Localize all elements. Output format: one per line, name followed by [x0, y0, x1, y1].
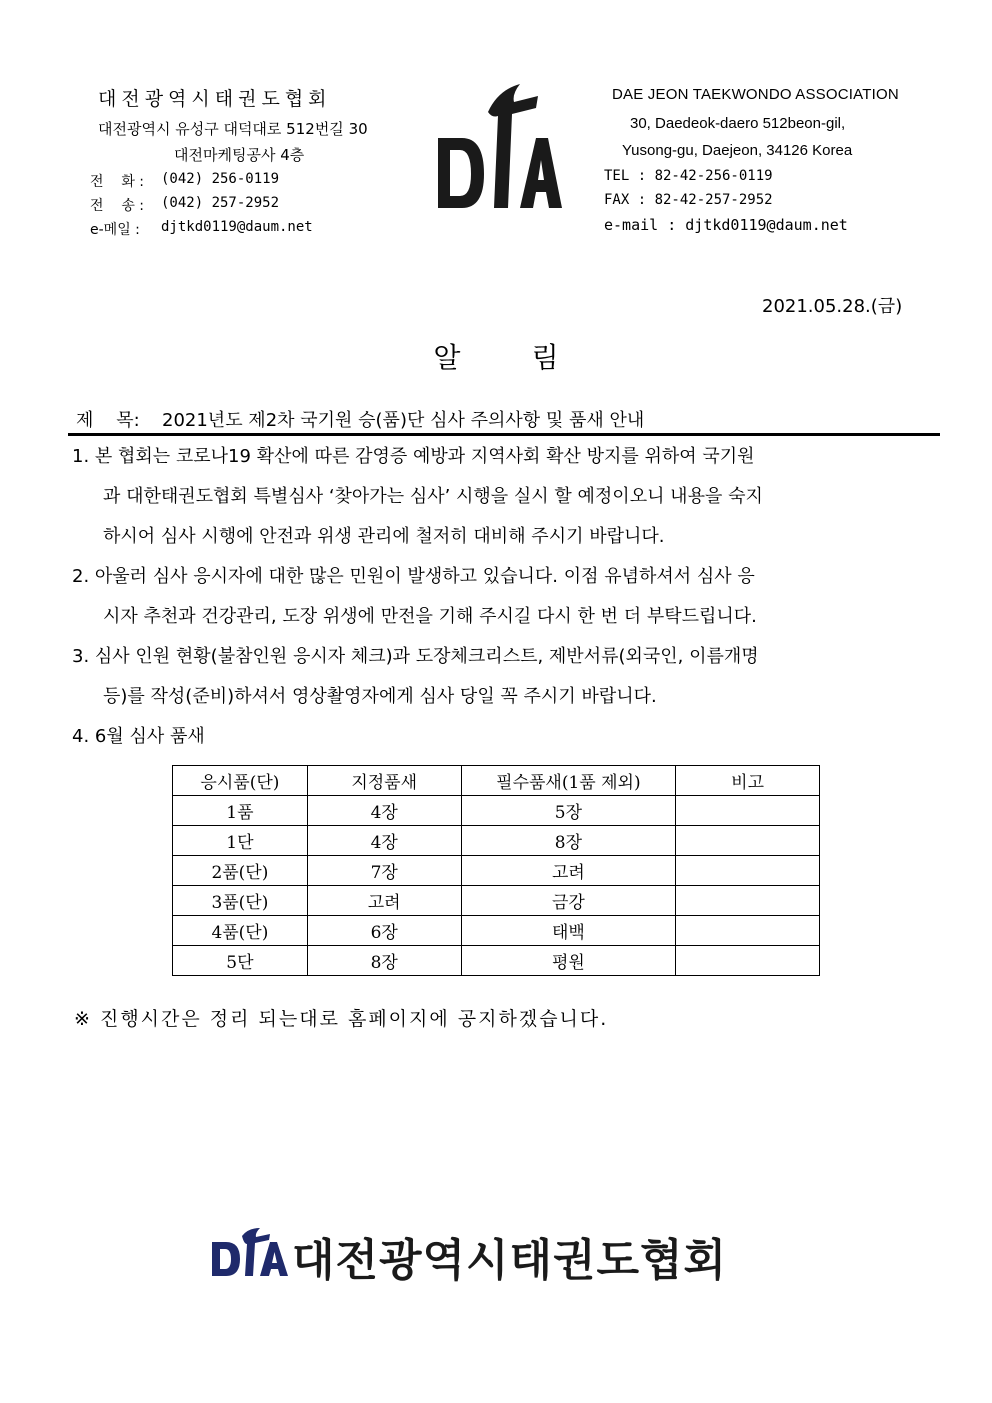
address-en-line2: Yusong-gu, Daejeon, 34126 Korea [622, 142, 853, 159]
cell-required: 8장 [461, 826, 676, 856]
org-name-kr: 대전광역시태권도협회 [98, 88, 332, 110]
fax-kr-value: (042) 257-2952 [161, 195, 280, 211]
cell-required: 태백 [461, 916, 676, 946]
cell-remarks [676, 856, 820, 886]
cell-designated: 고려 [307, 886, 461, 916]
subject-label: 제 목: [76, 410, 140, 431]
cell-designated: 6장 [307, 916, 461, 946]
email-kr-value: djtkd0119@daum.net [161, 219, 313, 235]
cell-grade: 1단 [173, 826, 308, 856]
table-row [173, 826, 820, 856]
cell-remarks [676, 916, 820, 946]
item-3-line-1: 3. 심사 인원 현황(불참인원 응시자 체크)과 도장체크리스트, 제반서류(외국인, 이름개명 [72, 646, 759, 667]
address-en-line1: 30, Daedeok-daero 512beon-gil, [630, 115, 846, 132]
cell-designated: 7장 [307, 856, 461, 886]
email-kr-label: e-메일 : [90, 222, 140, 238]
fax-en: FAX : 82-42-257-2952 [604, 192, 773, 208]
footer-logo-mark [210, 1228, 290, 1278]
table-row [173, 886, 820, 916]
cell-required: 평원 [461, 946, 676, 976]
item-1-line-3: 하시어 심사 시행에 안전과 위생 관리에 철저히 대비해 주시기 바랍니다. [103, 526, 665, 547]
cell-grade: 2품(단) [173, 856, 308, 886]
item-4-line-1: 4. 6월 심사 품새 [72, 726, 205, 747]
header-required: 필수품새(1품 제외) [461, 766, 676, 796]
table-header-row [173, 766, 820, 796]
cell-remarks [676, 946, 820, 976]
footer-dta-logo [210, 1228, 290, 1278]
cell-grade: 5단 [173, 946, 308, 976]
item-1-line-2: 과 대한태권도협회 특별심사 ‘찾아가는 심사’ 시행을 실시 할 예정이오니 내용을 숙지 [103, 486, 763, 507]
table-row [173, 916, 820, 946]
item-2-line-1: 2. 아울러 심사 응시자에 대한 많은 민원이 발생하고 있습니다. 이점 유념하셔서 심사 응 [72, 566, 755, 587]
address-kr-line1: 대전광역시 유성구 대덕대로 512번길 30 [98, 120, 368, 138]
address-kr-line2: 대전마케팅공사 4층 [174, 146, 305, 164]
cell-required: 금강 [461, 886, 676, 916]
email-en: e-mail : djtkd0119@daum.net [604, 216, 848, 234]
item-1-line-1: 1. 본 협회는 코로나19 확산에 따른 감영증 예방과 지역사회 확산 방지를 위하여 국기원 [72, 446, 755, 467]
cell-required: 5장 [461, 796, 676, 826]
cell-designated: 8장 [307, 946, 461, 976]
dta-logo-mark [432, 80, 562, 215]
tel-en: TEL : 82-42-256-0119 [604, 168, 773, 184]
org-name-en: DAE JEON TAEKWONDO ASSOCIATION [612, 86, 899, 103]
poomsae-table [172, 765, 820, 976]
item-2-line-2: 시자 추천과 건강관리, 도장 위생에 만전을 기해 주시길 다시 한 번 더 부탁드립니다. [103, 606, 757, 627]
cell-remarks [676, 796, 820, 826]
fax-kr-label: 전 송 : [90, 198, 145, 214]
table-row [173, 796, 820, 826]
cell-remarks [676, 886, 820, 916]
table-row [173, 946, 820, 976]
cell-remarks [676, 826, 820, 856]
cell-grade: 1품 [173, 796, 308, 826]
dta-logo [432, 80, 562, 215]
document-date: 2021.05.28.(금) [762, 296, 903, 317]
subject-divider [68, 433, 940, 436]
cell-grade: 3품(단) [173, 886, 308, 916]
cell-designated: 4장 [307, 796, 461, 826]
phone-kr-label: 전 화 : [90, 174, 145, 190]
header-grade: 응시품(단) [173, 766, 308, 796]
cell-grade: 4품(단) [173, 916, 308, 946]
subject-text: 2021년도 제2차 국기원 승(품)단 심사 주의사항 및 품새 안내 [162, 410, 645, 431]
phone-kr-value: (042) 256-0119 [161, 171, 280, 187]
cell-designated: 4장 [307, 826, 461, 856]
document-title: 알 림 [433, 341, 559, 374]
schedule-note: ※ 진행시간은 정리 되는대로 홈페이지에 공지하겠습니다. [74, 1008, 609, 1030]
item-3-line-2: 등)를 작성(준비)하셔서 영상촬영자에게 심사 당일 꼭 주시기 바랍니다. [103, 686, 657, 707]
header-remarks: 비고 [676, 766, 820, 796]
header-designated: 지정품새 [307, 766, 461, 796]
table-row [173, 856, 820, 886]
cell-required: 고려 [461, 856, 676, 886]
footer-org-name: 대전광역시태권도협회 [292, 1235, 728, 1286]
